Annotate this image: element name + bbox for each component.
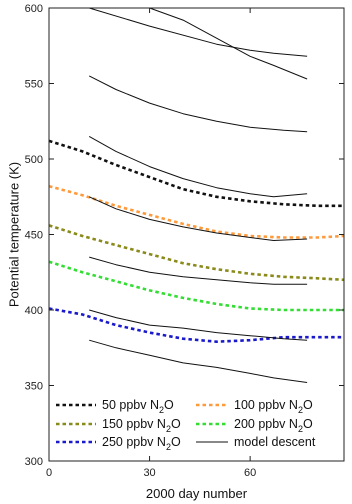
y-axis-label: Potential temperature (K)	[6, 161, 22, 308]
y-tick-label: 500	[24, 154, 43, 166]
series-line-2	[49, 225, 344, 279]
y-tick-label: 300	[24, 456, 43, 468]
series-line-0	[49, 141, 344, 206]
x-tick-label: 0	[45, 467, 53, 479]
series-line-12	[89, 340, 307, 382]
x-tick-label: 60	[244, 467, 257, 479]
series-line-10	[89, 257, 307, 284]
y-tick-label: 600	[24, 3, 43, 15]
series-line-7	[89, 76, 307, 132]
x-axis-label: 2000 day number	[145, 486, 248, 501]
y-tick-label: 550	[24, 78, 43, 91]
x-tick-label: 30	[143, 467, 156, 479]
y-tick-label: 350	[24, 380, 43, 393]
legend-label: model descent	[234, 435, 316, 449]
legend-label: 100 ppbv $N_2O$	[234, 398, 313, 415]
legend-label: 150 ppbv $N_2O$	[102, 417, 181, 434]
legend-label: 200 ppbv $N_2O$	[234, 417, 313, 434]
series-line-4	[49, 309, 344, 342]
series-line-8	[89, 136, 307, 196]
y-tick-label: 450	[24, 229, 43, 242]
series-line-6	[150, 8, 308, 79]
series-line-5	[89, 8, 307, 56]
legend-label: 250 ppbv $N_2O$	[102, 435, 181, 452]
series-line-3	[49, 262, 344, 310]
plot-lines	[49, 8, 344, 383]
legend	[56, 398, 316, 452]
legend-label: 50 ppbv $N_2O$	[102, 398, 174, 415]
y-tick-label: 400	[24, 305, 43, 317]
